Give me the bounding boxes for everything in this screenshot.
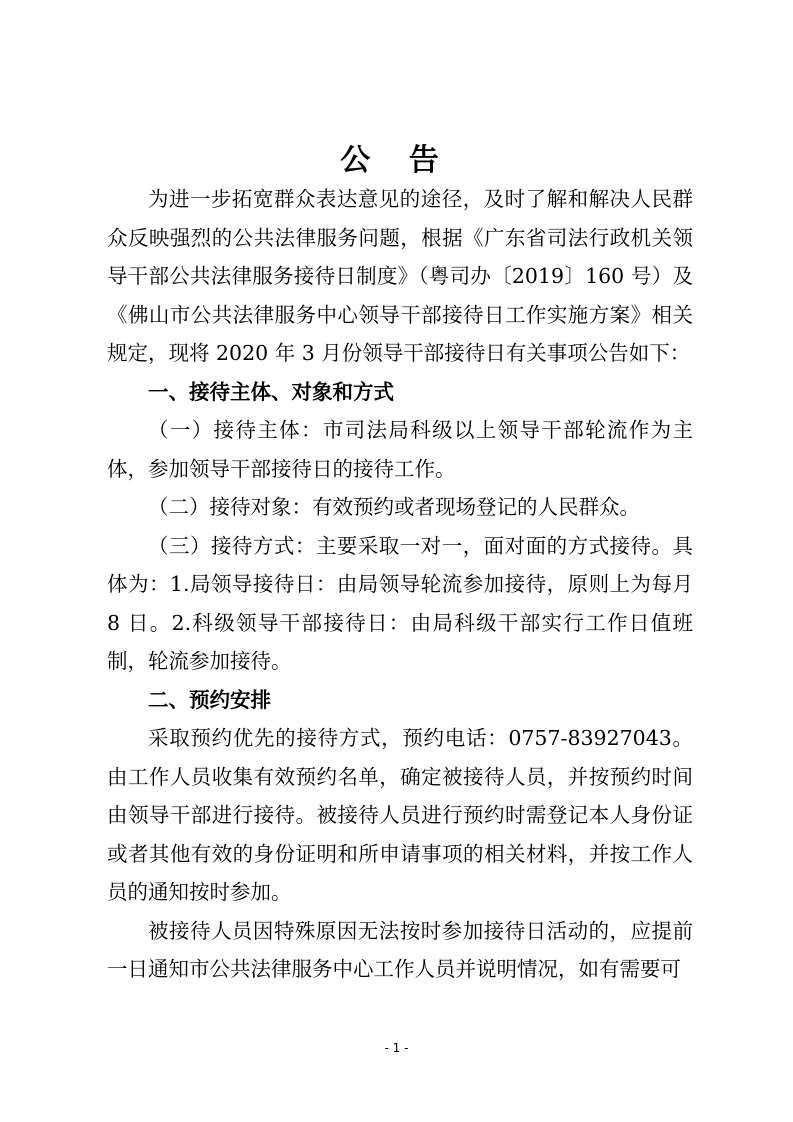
paragraph-notice: 被接待人员因特殊原因无法按时参加接待日活动的，应提前一日通知市公共法律服务中心工作人员并说明情况，如有需要可 <box>107 918 693 981</box>
section-heading-1: 一、接待主体、对象和方式 <box>148 379 394 404</box>
paragraph-reception-method: （三）接待方式：主要采取一对一，面对面的方式接待。具体为：1.局领导接待日：由局领导轮流参加接待，原则上为每月 8 日。2.科级领导干部接待日：由局科级干部实行工作日值班制，轮流参加接待。 <box>107 533 693 673</box>
document-title: 公 告 <box>340 143 453 178</box>
paragraph-reception-subject: （一）接待主体：市司法局科级以上领导干部轮流作为主体，参加领导干部接待日的接待工作。 <box>107 418 693 481</box>
section-heading-2: 二、预约安排 <box>148 687 271 712</box>
paragraph-reception-target: （二）接待对象：有效预约或者现场登记的人民群众。 <box>148 495 640 519</box>
paragraph-appointment: 采取预约优先的接待方式，预约电话：0757-83927043。由工作人员收集有效预约名单，确定被接待人员，并按预约时间由领导干部进行接待。被接待人员进行预约时需登记本人身份证或者其他有效的身份证明和所申请事项的相关材料，并按工作人员的通知按时参加。 <box>107 726 693 904</box>
page-number: - 1 - <box>384 1041 409 1055</box>
intro-paragraph: 为进一步拓宽群众表达意见的途径，及时了解和解决人民群众反映强烈的公共法律服务问题，根据《广东省司法行政机关领导干部公共法律服务接待日制度》（粤司办〔2019〕160 号）及《佛山市公共法律服务中心领导干部接待日工作实施方案》相关规定，现将 2020 年 3 月份领导干部接待日有关事项公告如下： <box>107 187 693 365</box>
document-body <box>107 180 693 989</box>
